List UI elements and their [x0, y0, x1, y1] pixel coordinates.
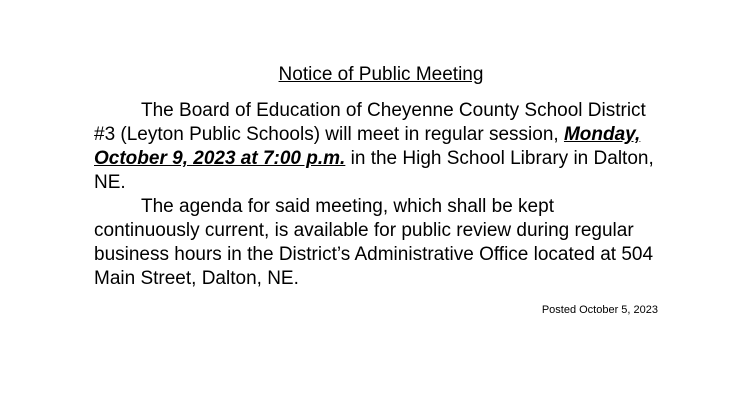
public-meeting-notice — [94, 63, 664, 291]
meeting-date-time: Monday, October 9, 2023 at 7:00 p.m. — [94, 124, 641, 169]
meeting-details-text-before: The Board of Education of Cheyenne County School District #3 (Leyton Public Schools) will meet in regular session, — [94, 100, 646, 145]
meeting-details-paragraph — [94, 99, 664, 195]
agenda-availability-paragraph: The agenda for said meeting, which shall be kept continuously current, is available for public review during regular business hours in the District’s Administrative Office located at 504 Main Street, Dalton, NE. — [94, 196, 654, 289]
posted-date: Posted October 5, 2023 — [541, 304, 658, 316]
meeting-details-text-after: in the High School Library in Dalton, NE. — [94, 148, 654, 193]
notice-title: Notice of Public Meeting — [278, 64, 484, 85]
